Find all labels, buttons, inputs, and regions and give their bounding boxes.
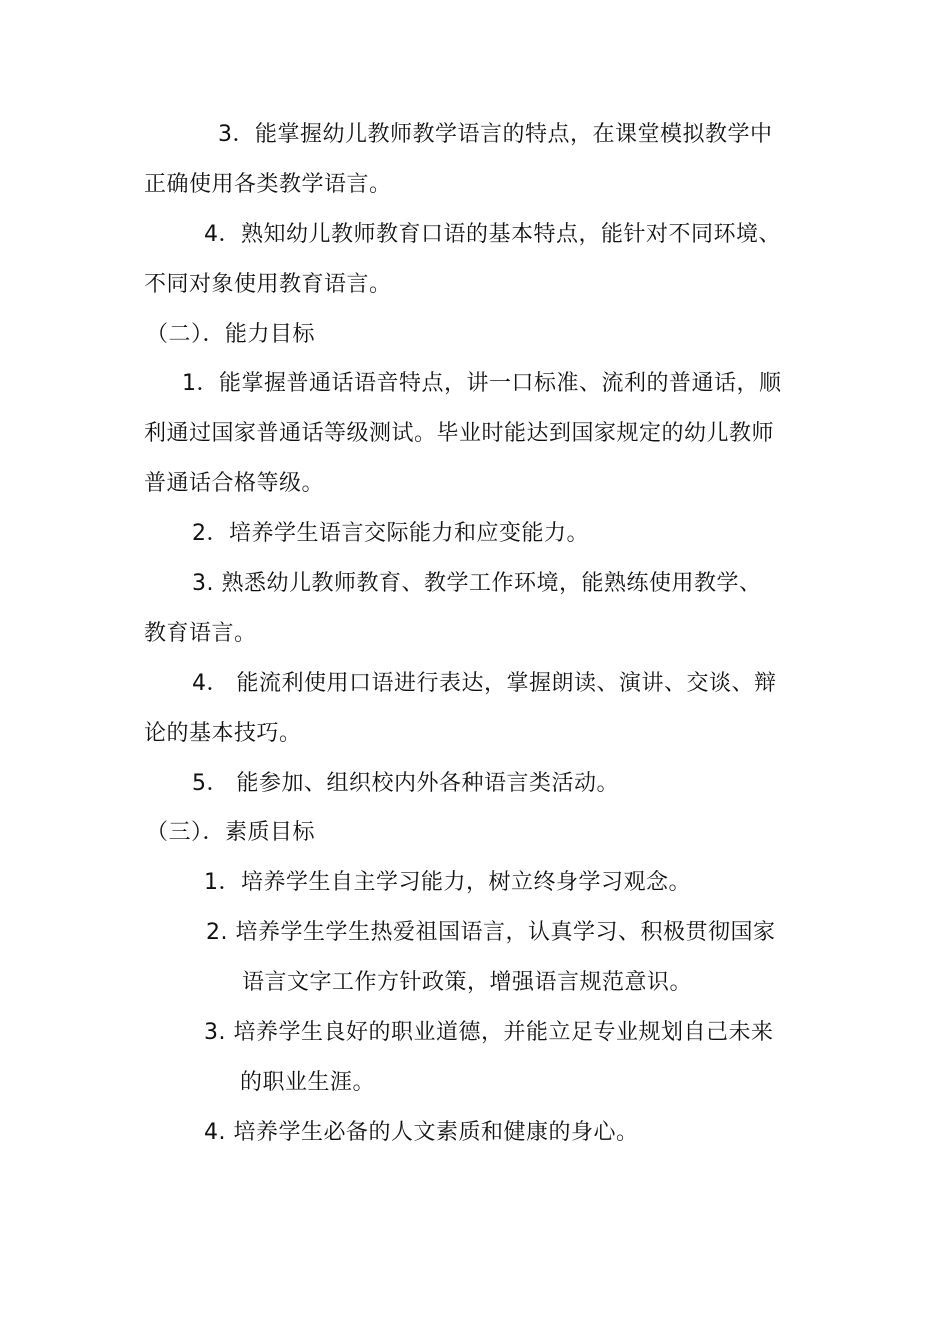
section-heading-quality: （三）．素质目标 (146, 820, 316, 845)
ability-item-4-line-2: 论的基本技巧。 (144, 721, 302, 746)
quality-item-2-line-1: 2. 培养学生学生热爱祖国语言，认真学习、积极贯彻国家 (206, 920, 776, 945)
ability-item-5-line-1: 5． 能参加、组织校内外各种语言类活动。 (192, 771, 619, 796)
quality-item-3-line-1: 3. 培养学生良好的职业道德，并能立足专业规划自己未来 (204, 1020, 774, 1045)
ability-item-1-line-2: 利通过国家普通话等级测试。毕业时能达到国家规定的幼儿教师 (144, 421, 775, 446)
quality-item-1-line-1: 1．培养学生自主学习能力，树立终身学习观念。 (204, 870, 691, 895)
knowledge-item-3-line-2: 正确使用各类教学语言。 (144, 172, 392, 197)
section-heading-ability: （二）．能力目标 (146, 322, 316, 347)
quality-item-4-line-1: 4. 培养学生必备的人文素质和健康的身心。 (204, 1120, 639, 1145)
ability-item-2-line-1: 2．培养学生语言交际能力和应变能力。 (192, 521, 589, 546)
ability-item-3-line-2: 教育语言。 (144, 621, 257, 646)
quality-item-3-line-2: 的职业生涯。 (240, 1070, 376, 1095)
ability-item-1-line-1: 1．能掌握普通话语音特点，讲一口标准、流利的普通话，顺 (182, 371, 782, 396)
knowledge-item-4-line-1: 4．熟知幼儿教师教育口语的基本特点，能针对不同环境、 (204, 222, 781, 247)
ability-item-3-line-1: 3. 熟悉幼儿教师教育、教学工作环境，能熟练使用教学、 (192, 571, 762, 596)
ability-item-1-line-3: 普通话合格等级。 (144, 471, 325, 496)
knowledge-item-4-line-2: 不同对象使用教育语言。 (144, 272, 392, 297)
quality-item-2-line-2: 语言文字工作方针政策，增强语言规范意识。 (242, 970, 693, 995)
knowledge-item-3-line-1: 3．能掌握幼儿教师教学语言的特点，在课堂模拟教学中 (218, 122, 773, 147)
ability-item-4-line-1: 4． 能流利使用口语进行表达，掌握朗读、演讲、交谈、辩 (192, 671, 777, 696)
